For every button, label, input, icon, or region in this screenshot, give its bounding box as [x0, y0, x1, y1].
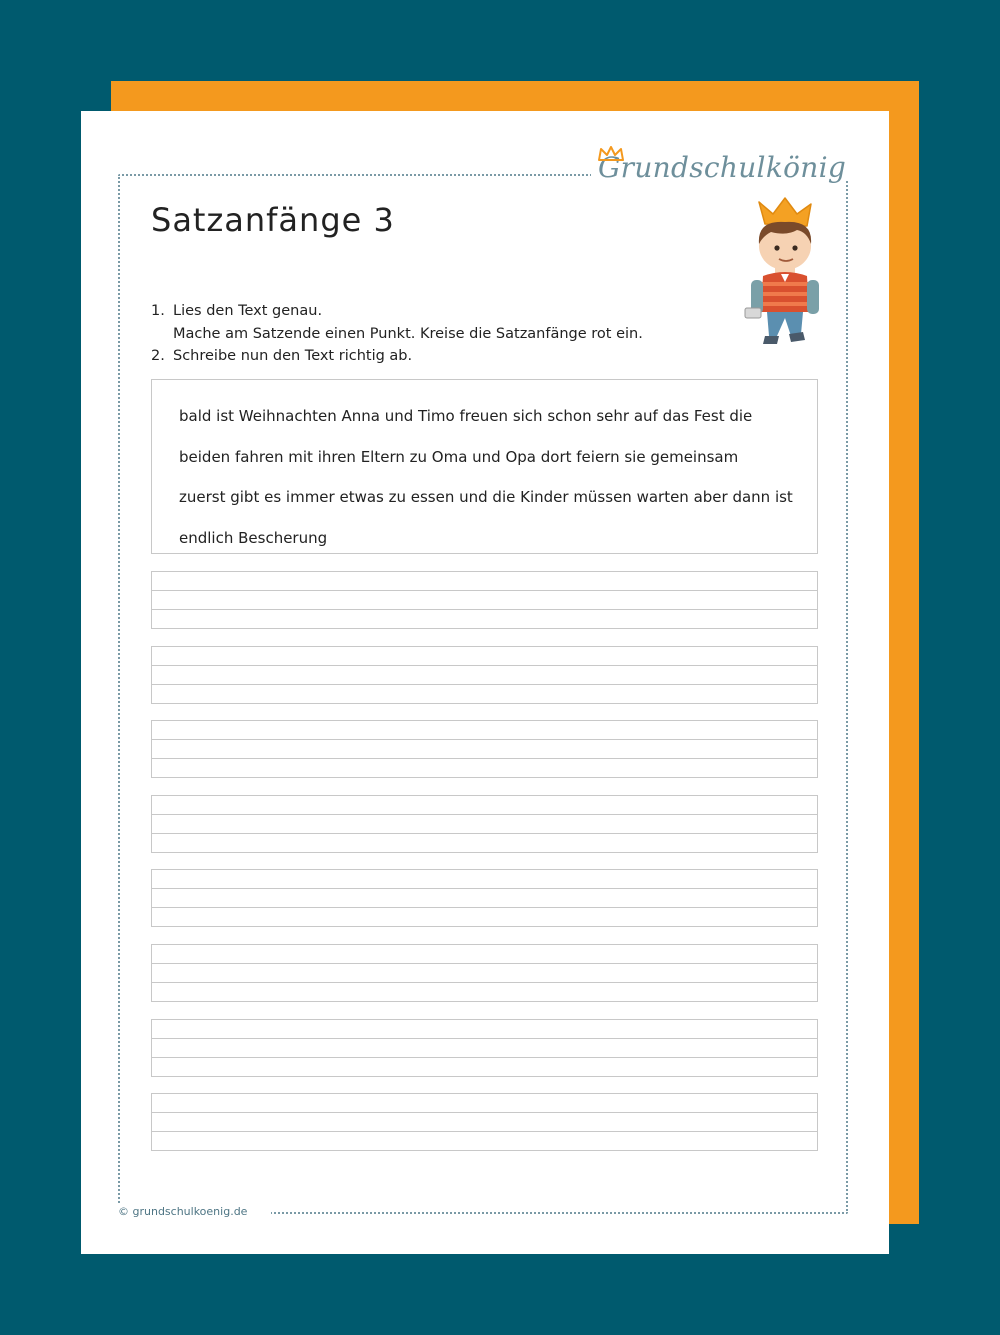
writing-line-block[interactable] — [151, 944, 818, 1002]
writing-rule — [152, 758, 817, 759]
writing-rule — [152, 814, 817, 815]
writing-rule — [152, 590, 817, 591]
writing-rule — [152, 739, 817, 740]
writing-line-block[interactable] — [151, 1093, 818, 1151]
writing-rule — [152, 684, 817, 685]
boy-with-crown-illustration — [741, 196, 831, 356]
writing-line-block[interactable] — [151, 720, 818, 778]
writing-line-block[interactable] — [151, 571, 818, 629]
source-text-line: beiden fahren mit ihren Eltern zu Oma und Opa dort feiern sie gemeinsam — [179, 447, 739, 466]
instruction-text: Lies den Text genau. — [173, 303, 323, 319]
writing-line-block[interactable] — [151, 1019, 818, 1077]
worksheet-page — [81, 111, 889, 1254]
instructions — [151, 300, 643, 368]
writing-rule — [152, 888, 817, 889]
writing-rule — [152, 1131, 817, 1132]
writing-line-block[interactable] — [151, 795, 818, 853]
instruction-text: Schreibe nun den Text richtig ab. — [173, 348, 413, 364]
writing-rule — [152, 907, 817, 908]
instruction-number — [151, 323, 173, 346]
writing-rule — [152, 982, 817, 983]
writing-line-block[interactable] — [151, 646, 818, 704]
writing-line-block[interactable] — [151, 869, 818, 927]
writing-rule — [152, 1112, 817, 1113]
instruction-line — [151, 300, 643, 323]
writing-rule — [152, 665, 817, 666]
writing-rule — [152, 1038, 817, 1039]
crown-icon — [598, 146, 624, 162]
source-text-line: endlich Bescherung — [179, 528, 328, 547]
writing-rule — [152, 609, 817, 610]
source-text-box — [151, 379, 818, 554]
source-text-line: zuerst gibt es immer etwas zu essen und die Kinder müssen warten aber dann ist — [179, 488, 793, 506]
instruction-line — [151, 323, 643, 346]
instruction-number: 2. — [151, 348, 165, 364]
source-text-line: bald ist Weihnachten Anna und Timo freuen sich schon sehr auf das Fest die — [179, 407, 753, 425]
writing-rule — [152, 1057, 817, 1058]
instruction-text: Mache am Satzende einen Punkt. Kreise die Satzanfänge rot ein. — [173, 325, 643, 342]
brand-logo-text: Grundschulkönig — [598, 151, 847, 184]
brand-logo — [598, 151, 846, 191]
page-title: Satzanfänge 3 — [151, 201, 395, 239]
writing-rule — [152, 963, 817, 964]
instruction-line — [151, 345, 643, 368]
writing-rule — [152, 833, 817, 834]
copyright-text: © grundschulkoenig.de — [118, 1205, 248, 1218]
instruction-number: 1. — [151, 303, 165, 319]
